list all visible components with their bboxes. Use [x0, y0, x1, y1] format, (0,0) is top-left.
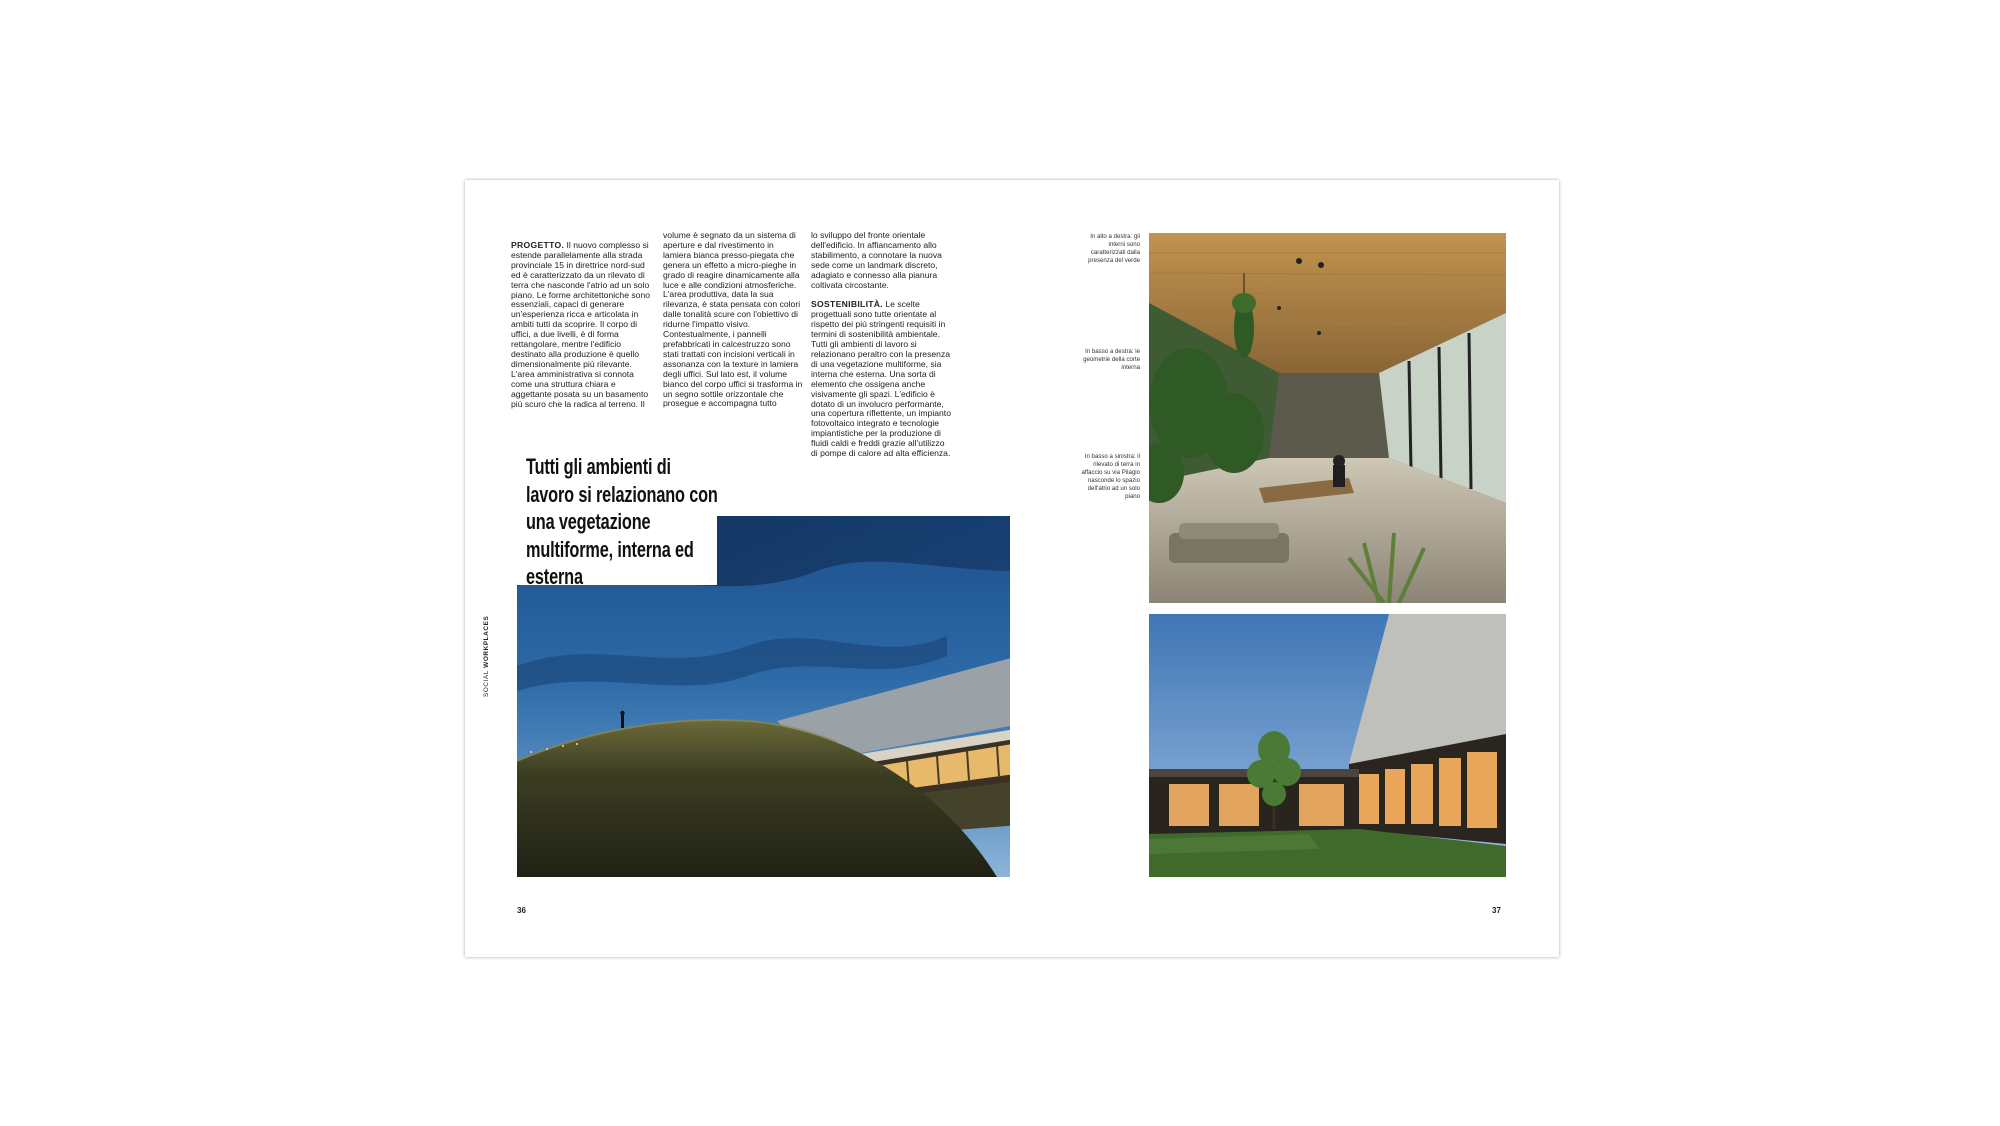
caption-bottom-left: In basso a sinistra: il rilevato di terra in affaccio su via Pilagio nasconde lo spazio dell'atrio ad un solo piano: [1081, 453, 1140, 500]
courtyard-dusk-photo: [1149, 614, 1506, 877]
text-column-2: volume è segnato da un sistema di aperture e dal rivestimento in lamiera bianca presso-piegata che genera un effetto a micro-pieghe in grado di reagire dinamicamente alla luce e alle condizioni atmosferiche. L'area produttiva, data la sua rilevanza, è stata pensata con colori dalle tonalità scure con l'obiettivo di ridurne l'impatto visivo. Contestualmente, i pannelli prefabbricati in calcestruzzo sono stati trattati con incisioni verticali in assonanza con la texture in lamiera degli uffici. Sul lato est, il volume bianco del corpo uffici si trasforma in un segno sottile orizzontale che prosegue e accompagna tutto: [663, 230, 803, 409]
text-column-1: PROGETTO. Il nuovo complesso si estende parallelamente alla strada provinciale 15 in direttrice nord-sud ed è caratterizzato da un rilevato di terra che nasconde l'atrio ad un solo piano. Le forme architettoniche sono essenziali, capaci di generare un'esperienza ricca e articolata in ambiti tutti da scoprire. Il corpo di uffici, a due livelli, è di forma rettangolare, mentre l'edificio destinato alla produzione è quello dimensionalmente più rilevante. L'area amministrativa si connota come una struttura chiara e aggettante posata su un basamento più scuro che la radica al terreno. Il: [511, 240, 651, 409]
page-number-right: 37: [1492, 906, 1501, 915]
text-column-3: lo sviluppo del fronte orientale dell'edificio. In affiancamento allo stabilimento, a connotare la nuova sede come un landmark discreto, adagiato e connesso alla pianura coltivata circostante. SOSTENIBILITÀ. Le scelte progettuali sono tutte orientate al rispetto dei più stringenti requisiti in termini di sostenibilità ambientale. Tutti gli ambienti di lavoro si relazionano peraltro con la presenza di una vegetazione multiforme, sia interna che esterna. Una sorta di elemento che ossigena anche visivamente gli spazi. L'edificio è dotato di un involucro performante, una copertura riflettente, un impianto fotovoltaico integrato e tecnologie impiantistiche per la produzione di fluidi caldi e freddi grazie all'utilizzo di pompe di calore ad alta efficienza.: [811, 230, 951, 459]
caption-top-right: In alto a destra: gli interni sono caratterizzati dalla presenza del verde: [1088, 233, 1140, 264]
column-heading-progetto: PROGETTO.: [511, 240, 565, 250]
left-page: [465, 180, 1010, 957]
section-label: SOCIAL WORKPLACES: [483, 615, 490, 697]
pull-quote-box: [517, 445, 718, 589]
pull-quote: Tutti gli ambienti di lavoro si relazionano con una vegetazione multiforme, interna ed esterna: [526, 454, 718, 589]
magazine-spread: [465, 180, 1559, 957]
page-number-left: 36: [517, 906, 526, 915]
interior-greenery-photo: [1149, 233, 1506, 603]
column-heading-sostenibilita: SOSTENIBILITÀ.: [811, 299, 883, 310]
right-page: [1010, 180, 1559, 957]
caption-bottom-right: In basso a destra: le geometrie della corte interna: [1083, 348, 1140, 371]
